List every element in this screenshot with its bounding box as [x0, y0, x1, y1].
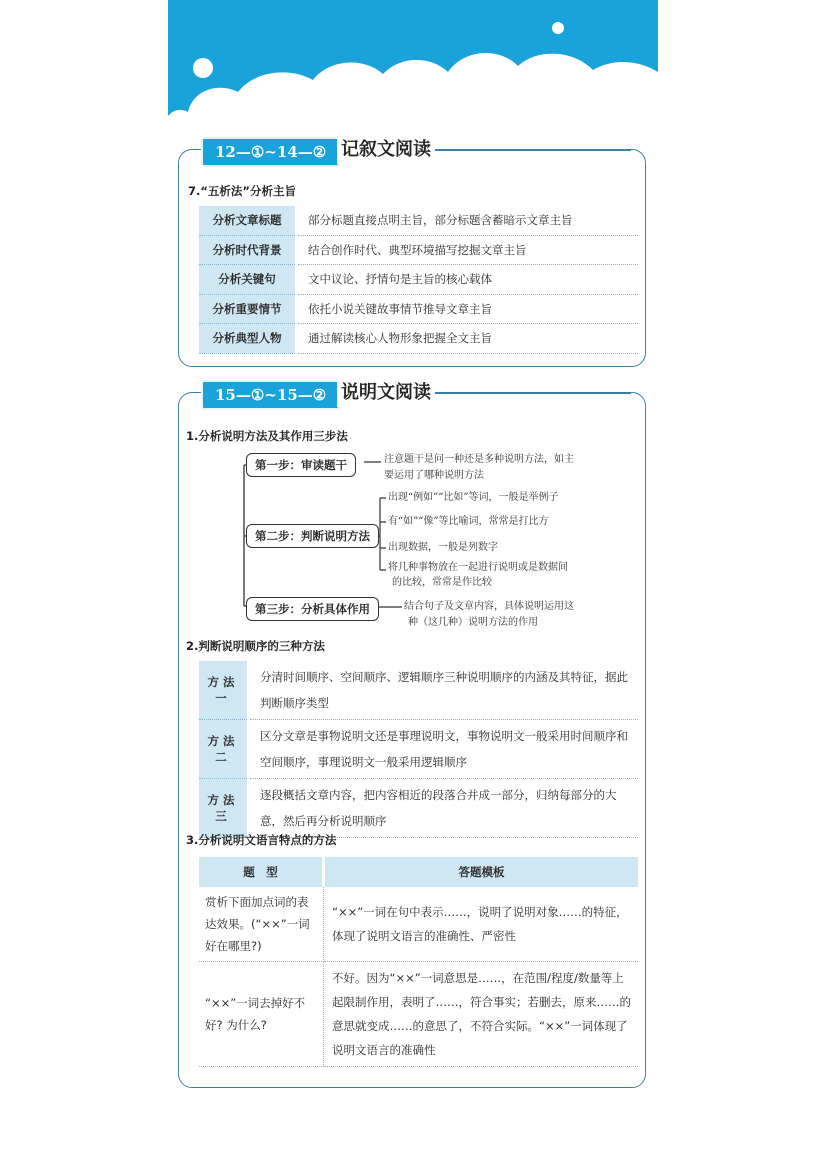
table-row	[199, 235, 638, 265]
step-note: 出现“例如”“比如”等词，一般是举例子	[388, 492, 559, 503]
table-row	[199, 294, 638, 324]
column-header: 题 型	[199, 857, 324, 887]
row-text: 依托小说关键故事情节推导文章主旨	[297, 294, 639, 324]
step-one-box: 第一步：审读题干	[246, 453, 356, 477]
question-heading: 7.“五析法”分析主旨	[188, 184, 296, 198]
table-row	[199, 720, 638, 779]
step-note: 出现数据，一般是列数字	[388, 542, 498, 553]
step-two-box: 第二步：判断说明方法	[246, 524, 379, 548]
order-methods-table	[199, 661, 638, 838]
row-text: 部分标题直接点明主旨，部分标题含蓄暗示文章主旨	[297, 206, 639, 235]
theme-analysis-table	[199, 206, 638, 354]
step-three-box: 第三步：分析具体作用	[246, 597, 379, 621]
method-text: 区分文章是事物说明文还是事理说明文，事物说明文一般采用时间顺序和空间顺序，事理说明文一般采用逻辑顺序	[249, 720, 639, 779]
method-label: 方法一	[199, 661, 249, 720]
step-note: 有“如”“像”等比喻词，常常是打比方	[388, 516, 549, 527]
step-note: 种（这几种）说明方法的作用	[408, 617, 538, 628]
method-label: 方法三	[199, 779, 249, 838]
row-text: 文中议论、抒情句是主旨的核心载体	[297, 265, 639, 295]
row-label: 分析典型人物	[199, 324, 297, 354]
table-row	[199, 324, 638, 354]
method-label: 方法二	[199, 720, 249, 779]
title-rule	[435, 150, 631, 151]
cloud-banner	[168, 0, 658, 125]
question-heading: 2.判断说明顺序的三种方法	[186, 639, 325, 653]
table-row	[199, 265, 638, 295]
section-badge: 15—①~15—②	[201, 380, 340, 410]
method-text: 逐段概括文章内容，把内容相近的段落合并成一部分，归纳每部分的大意，然后再分析说明顺序	[249, 779, 639, 838]
table-row	[199, 962, 638, 1067]
answer-template: “××”一词在句中表示……，说明了说明对象……的特征，体现了说明文语言的准确性、严密性	[324, 887, 639, 962]
language-features-table	[199, 857, 638, 1067]
question-heading: 1.分析说明方法及其作用三步法	[186, 429, 348, 443]
row-label: 分析文章标题	[199, 206, 297, 235]
row-label: 分析关键句	[199, 265, 297, 295]
step-note: 结合句子及文章内容，具体说明运用这	[404, 601, 574, 612]
column-header: 答题模板	[324, 857, 639, 887]
row-label: 分析时代背景	[199, 235, 297, 265]
step-note: 将几种事物放在一起进行说明或是数据间	[388, 562, 568, 573]
three-step-mindmap	[236, 446, 636, 632]
section-badge: 12—①~14—②	[201, 137, 340, 167]
section-title: 记叙文阅读	[337, 136, 435, 164]
table-row	[199, 206, 638, 235]
table-row	[199, 779, 638, 838]
section-title: 说明文阅读	[337, 379, 435, 407]
table-row	[199, 887, 638, 962]
row-label: 分析重要情节	[199, 294, 297, 324]
table-header-row	[199, 857, 638, 887]
method-text: 分清时间顺序、空间顺序、逻辑顺序三种说明顺序的内涵及其特征，据此判断顺序类型	[249, 661, 639, 720]
question-type: 赏析下面加点词的表达效果。(“××”一词好在哪里?)	[199, 887, 324, 962]
question-type: “××”一词去掉好不好? 为什么?	[199, 962, 324, 1067]
row-text: 结合创作时代、典型环境描写挖掘文章主旨	[297, 235, 639, 265]
table-row	[199, 661, 638, 720]
question-heading: 3.分析说明文语言特点的方法	[186, 833, 337, 847]
step-note: 要运用了哪种说明方法	[384, 470, 484, 481]
row-text: 通过解读核心人物形象把握全文主旨	[297, 324, 639, 354]
step-note: 注意题干是问一种还是多种说明方法，如主	[384, 454, 574, 465]
title-rule	[435, 393, 631, 394]
step-note: 的比较，常常是作比较	[392, 577, 492, 588]
answer-template: 不好。因为“××”一词意思是……，在范围/程度/数量等上起限制作用，表明了……，符合事实；若删去，原来……的意思就变成……的意思了，不符合实际。“××”一词体现了说明文语言的准确性	[324, 962, 639, 1067]
